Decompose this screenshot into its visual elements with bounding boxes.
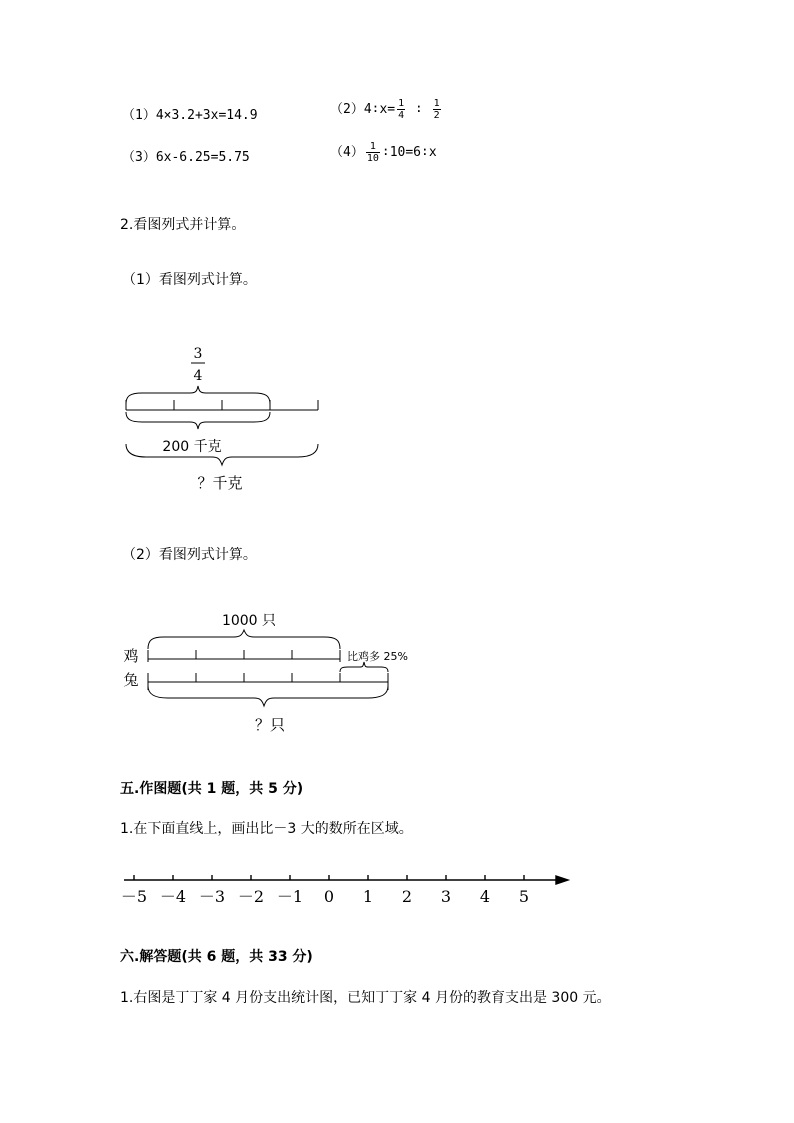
section-6-question-1: 1.右图是丁丁家 4 月份支出统计图，已知丁丁家 4 月份的教育支出是 300 元。 (120, 990, 611, 1006)
brace-1000 (148, 630, 340, 649)
section-5-heading: 五.作图题(共 1 题，共 5 分) (120, 781, 304, 797)
equation-1: （1）4×3.2+3x=14.9 (122, 108, 258, 123)
axis-arrow (556, 876, 568, 884)
number-line-label: 1 (362, 887, 374, 906)
number-line-label: －4 (159, 887, 187, 906)
brace-whole (126, 444, 318, 465)
diagram-2 (148, 630, 388, 706)
number-line-label: －3 (198, 887, 226, 906)
diagram-2-label-1000: 1000 只 (221, 613, 277, 629)
equation-3: （3）6x-6.25=5.75 (122, 150, 250, 165)
number-line-label: 2 (401, 887, 413, 906)
number-line-label: 0 (323, 887, 335, 906)
fraction-numerator: 1 (433, 98, 440, 109)
question-2-sub2: （2）看图列式计算。 (122, 547, 257, 563)
number-line-label: －1 (276, 887, 304, 906)
section-5-question-1: 1.在下面直线上，画出比－3 大的数所在区域。 (120, 821, 413, 837)
top-brace (126, 386, 270, 404)
fraction-numerator: 1 (398, 98, 405, 109)
label-rabbit: 兔 (123, 671, 139, 689)
equation-4-suffix: ∶10=6∶x (381, 145, 437, 160)
number-line-label: －5 (120, 887, 148, 906)
label-chicken: 鸡 (123, 647, 139, 665)
fraction-denominator: 2 (433, 110, 440, 121)
label-more-25: 比鸡多 25% (347, 650, 408, 663)
question-2-title: 2.看图列式并计算。 (120, 217, 246, 233)
fraction-denominator: 4 (398, 110, 405, 121)
question-2-sub1: （1）看图列式计算。 (122, 272, 257, 288)
diagram-1-label-200: 200 千克 (162, 439, 222, 455)
diagram-1-frac-den: 4 (193, 368, 203, 384)
section-6-heading: 六.解答题(共 6 题，共 33 分) (120, 949, 313, 965)
fraction-numerator: 1 (366, 141, 380, 153)
brace-rabbit-total (148, 686, 388, 706)
diagram-2-label-question: ？只 (254, 716, 286, 734)
fraction-denominator: 10 (366, 153, 379, 164)
diagram-1-label-question: ？千克 (197, 474, 243, 492)
number-line-label: －2 (237, 887, 265, 906)
equation-4-prefix: （4） (330, 145, 364, 160)
number-line (124, 876, 568, 884)
number-line-label: 4 (479, 887, 491, 906)
number-line-label: 5 (518, 887, 530, 906)
diagram-1-frac-num: 3 (193, 346, 203, 362)
equation-2-colon: ∶ (415, 102, 423, 117)
equation-2-prefix: （2）4∶x= (330, 102, 396, 117)
diagram-1 (126, 386, 318, 465)
brace-200 (126, 412, 270, 429)
number-line-label: 3 (440, 887, 452, 906)
brace-25 (340, 662, 388, 672)
